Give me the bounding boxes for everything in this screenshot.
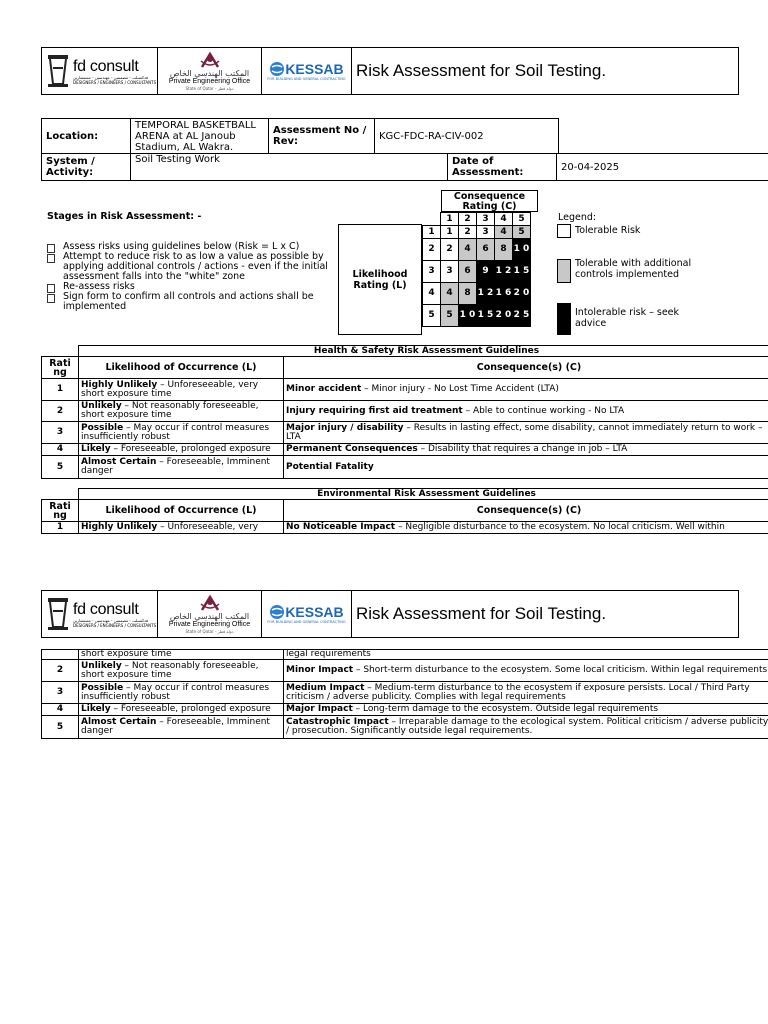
likelihood-desc: – May occur if control measures insufficiently robust: [81, 422, 270, 442]
likelihood-desc: – May occur if control measures insufficiently robust: [81, 682, 270, 702]
consequence-desc-cont: legal requirements: [284, 650, 768, 660]
risk-score-cell: 2: [441, 239, 459, 261]
risk-score-cell: 1: [441, 226, 459, 239]
rating-number: 4: [42, 444, 79, 456]
consequence-term: Potential Fatality: [286, 461, 374, 472]
hs-likelihood-header: Likelihood of Occurrence (L): [79, 357, 284, 379]
consequence-cell: [284, 716, 768, 739]
kessab-subtitle: FOR BUILDING AND GENERAL CONTRACTING: [267, 620, 346, 624]
kessab-logo: [262, 591, 352, 637]
risk-score-cell: 5: [513, 226, 531, 239]
risk-score-cell: 1 5: [477, 305, 495, 327]
fd-consult-logo: [42, 48, 158, 94]
peo-subtitle: State of Qatar - دولة قطر: [185, 86, 234, 91]
consequence-cell: [284, 422, 768, 444]
private-engineering-office-logo: [158, 48, 262, 94]
kessab-globe-icon: [269, 604, 285, 620]
consequence-cell: [284, 682, 768, 704]
fd-consult-mark-icon: [47, 54, 69, 88]
likelihood-row-header: 5: [423, 305, 441, 327]
consequence-desc: – Irreparable damage to the ecological system. Political criticism / adverse publicity / prosecution. Significantly outside legal requirements.: [286, 717, 768, 736]
consequence-term: Medium Impact: [286, 682, 365, 693]
date-of-assessment-label: Date of Assessment:: [448, 154, 557, 181]
fd-consult-logo: [42, 591, 158, 637]
table-row: [42, 522, 768, 534]
likelihood-cell: [79, 682, 284, 704]
risk-score-cell: 3: [477, 226, 495, 239]
document-title: Risk Assessment for Soil Testing.: [356, 604, 607, 623]
stage-item: Re-assess risks: [43, 282, 333, 292]
risk-matrix: [422, 212, 531, 327]
fd-consult-name: fd consult: [73, 57, 139, 75]
consequence-cell: [284, 456, 768, 479]
likelihood-term: Unlikely: [81, 401, 122, 411]
risk-score-cell: 9: [477, 261, 495, 283]
consequence-cell: [284, 379, 768, 401]
legend-tolerable-controls-label: Tolerable with additional controls implemented: [575, 258, 692, 280]
consequence-col-header: 1: [441, 213, 459, 226]
consequence-col-header: 2: [459, 213, 477, 226]
fd-consult-subtitle: DESIGNERS / ENGINEERS / CONSULTANTS: [73, 622, 157, 628]
qatar-emblem-icon: [199, 594, 221, 612]
consequence-desc: – Minor injury - No Lost Time Accident (LTA): [361, 384, 559, 394]
assessment-no-label: Assessment No / Rev:: [269, 119, 375, 154]
hs-rating-header: Rati ng: [42, 357, 79, 379]
fd-consult-mark-icon: [47, 597, 69, 631]
hs-guidelines-table: [41, 345, 768, 479]
likelihood-desc: – Foreseeable, prolonged exposure: [110, 704, 271, 714]
risk-score-cell: 8: [459, 283, 477, 305]
env-guidelines-caption: Environmental Risk Assessment Guidelines: [79, 489, 768, 500]
page-header-2: [41, 590, 739, 638]
consequence-cell: [284, 660, 768, 682]
risk-score-cell: 5: [441, 305, 459, 327]
hs-guidelines-caption: Health & Safety Risk Assessment Guidelines: [79, 346, 768, 357]
consequence-term: Minor accident: [286, 384, 362, 394]
rating-number: 5: [42, 456, 79, 479]
legend-tolerable-label: Tolerable Risk: [575, 225, 641, 236]
consequence-col-header: 3: [477, 213, 495, 226]
rating-number: [42, 650, 79, 660]
risk-score-cell: 1 2: [495, 261, 513, 283]
likelihood-term: Possible: [81, 422, 124, 433]
consequence-term: No Noticeable Impact: [286, 522, 396, 532]
consequence-term: Catastrophic Impact: [286, 717, 389, 727]
consequence-desc: – Able to continue working - No LTA: [462, 405, 625, 416]
rating-number: 2: [42, 660, 79, 682]
likelihood-cell: [79, 660, 284, 682]
consequence-desc: – Short-term disturbance to the ecosystem. Some local criticism. Within legal requirements: [353, 665, 768, 675]
kessab-name: KESSAB: [285, 61, 344, 77]
system-activity-value: Soil Testing Work: [131, 154, 448, 181]
table-row: [42, 660, 768, 682]
peo-arabic-name: المكتب الهندسي الخاص: [169, 69, 250, 78]
legend-swatch-tolerable: [557, 224, 571, 238]
stages-list: [43, 242, 333, 312]
peo-subtitle: State of Qatar - دولة قطر: [185, 629, 234, 634]
table-row: [42, 444, 768, 456]
likelihood-desc: – Not reasonably foreseeable, short exposure time: [81, 660, 259, 680]
peo-arabic-name: المكتب الهندسي الخاص: [169, 612, 250, 621]
consequence-col-header: 5: [513, 213, 531, 226]
risk-score-cell: 4: [495, 226, 513, 239]
fd-consult-subtitle: DESIGNERS / ENGINEERS / CONSULTANTS: [73, 79, 157, 85]
likelihood-row-header: 4: [423, 283, 441, 305]
location-label: Location:: [42, 119, 131, 154]
table-row: [42, 379, 768, 401]
consequence-term: Injury requiring first aid treatment: [286, 405, 463, 416]
qatar-emblem-icon: [199, 51, 221, 69]
consequence-cell: [284, 704, 768, 716]
legend-swatch-intolerable: [557, 303, 571, 335]
table-row: [42, 456, 768, 479]
likelihood-cell: [79, 379, 284, 401]
consequence-desc: – Results in lasting effect, some disability, cannot immediately return to work – LTA: [286, 422, 763, 442]
likelihood-cell: [79, 456, 284, 479]
system-activity-label: System / Activity:: [42, 154, 131, 181]
likelihood-term: Possible: [81, 682, 124, 693]
likelihood-desc: – Unforeseeable, very short exposure time: [81, 379, 259, 399]
assessment-info-table: [41, 118, 559, 154]
kessab-name: KESSAB: [285, 604, 344, 620]
stage-item: Attempt to reduce risk to as low a value as possible by applying additional controls / actions - even if the initial assessment falls into the "white" zone: [43, 252, 333, 282]
risk-score-cell: 1 0: [459, 305, 477, 327]
table-row: [42, 650, 768, 660]
hs-consequence-header: Consequence(s) (C): [284, 357, 768, 379]
table-row: [42, 422, 768, 444]
consequence-desc: – Medium-term disturbance to the ecosystem if exposure persists. Local / Third Party criticism / adverse publicity. Complies with legal requirements: [286, 682, 750, 702]
private-engineering-office-logo: [158, 591, 262, 637]
consequence-term: Permanent Consequences: [286, 444, 418, 454]
likelihood-desc: – Foreseeable, Imminent danger: [81, 717, 270, 736]
likelihood-term: Unlikely: [81, 660, 122, 671]
table-row: [42, 401, 768, 422]
likelihood-desc: – Foreseeable, prolonged exposure: [110, 444, 271, 454]
table-row: [42, 716, 768, 739]
risk-score-cell: 1 5: [513, 261, 531, 283]
likelihood-desc: – Foreseeable, Imminent danger: [81, 457, 270, 476]
fd-consult-arabic: فدكنسلت - مصممين - مهندسين - مستشارين: [73, 74, 149, 80]
likelihood-cell: [79, 704, 284, 716]
likelihood-rating-label: Likelihood Rating (L): [338, 224, 422, 335]
page-header: [41, 47, 739, 95]
likelihood-desc: – Unforeseeable, very: [157, 522, 259, 532]
consequence-cell: [284, 522, 768, 534]
consequence-desc: – Long-term damage to the ecosystem. Outside legal requirements: [352, 704, 659, 714]
risk-score-cell: 2 5: [513, 305, 531, 327]
likelihood-term: Highly Unlikely: [81, 522, 158, 532]
rating-number: 4: [42, 704, 79, 716]
kessab-subtitle: FOR BUILDING AND GENERAL CONTRACTING: [267, 77, 346, 81]
legend-title: Legend:: [558, 212, 597, 223]
consequence-desc: – Disability that requires a change in job – LTA: [417, 444, 628, 454]
likelihood-cell: [79, 422, 284, 444]
rating-number: 2: [42, 401, 79, 422]
consequence-cell: [284, 444, 768, 456]
risk-score-cell: 3: [441, 261, 459, 283]
likelihood-row-header: 1: [423, 226, 441, 239]
kessab-globe-icon: [269, 61, 285, 77]
likelihood-desc: – Not reasonably foreseeable, short exposure time: [81, 401, 259, 420]
table-row: [42, 682, 768, 704]
likelihood-row-header: 3: [423, 261, 441, 283]
risk-score-cell: 1 6: [495, 283, 513, 305]
likelihood-cell: [79, 444, 284, 456]
likelihood-term: Highly Unlikely: [81, 379, 158, 390]
consequence-cell: [284, 401, 768, 422]
risk-score-cell: 1 0: [513, 239, 531, 261]
system-info-table: [41, 153, 768, 181]
consequence-term: Minor Impact: [286, 665, 354, 675]
risk-score-cell: 1 2: [477, 283, 495, 305]
stage-item: Assess risks using guidelines below (Risk = L x C): [43, 242, 333, 252]
legend-intolerable-label: Intolerable risk – seek advice: [575, 307, 680, 329]
consequence-desc: – Negligible disturbance to the ecosystem. No local criticism. Well within: [395, 522, 725, 532]
document-title: Risk Assessment for Soil Testing.: [356, 61, 607, 80]
likelihood-term: Likely: [81, 444, 111, 454]
rating-number: 3: [42, 422, 79, 444]
risk-score-cell: 2 0: [495, 305, 513, 327]
legend-swatch-tolerable-controls: [557, 259, 571, 283]
risk-score-cell: 4: [441, 283, 459, 305]
likelihood-cell: [79, 522, 284, 534]
risk-score-cell: 6: [477, 239, 495, 261]
rating-number: 3: [42, 682, 79, 704]
stage-item: Sign form to confirm all controls and actions shall be implemented: [43, 292, 333, 312]
env-consequence-header: Consequence(s) (C): [284, 500, 768, 522]
likelihood-cell: [79, 716, 284, 739]
kessab-logo: [262, 48, 352, 94]
table-row: [42, 704, 768, 716]
consequence-term: Major injury / disability: [286, 422, 404, 433]
risk-score-cell: 2 0: [513, 283, 531, 305]
consequence-col-header: 4: [495, 213, 513, 226]
consequence-term: Major Impact: [286, 704, 353, 714]
likelihood-row-header: 2: [423, 239, 441, 261]
risk-score-cell: 6: [459, 261, 477, 283]
risk-score-cell: 2: [459, 226, 477, 239]
consequence-rating-label: Consequence Rating (C): [441, 190, 538, 212]
likelihood-cell: [79, 401, 284, 422]
fd-consult-arabic: فدكنسلت - مصممين - مهندسين - مستشارين: [73, 617, 149, 623]
risk-score-cell: 4: [459, 239, 477, 261]
env-likelihood-header: Likelihood of Occurrence (L): [79, 500, 284, 522]
location-value: TEMPORAL BASKETBALL ARENA at AL Janoub Stadium, AL Wakra.: [131, 119, 269, 154]
peo-english-name: Private Engineering Office: [168, 78, 251, 85]
likelihood-term: Almost Certain: [81, 457, 157, 467]
date-of-assessment-value: 20-04-2025: [557, 154, 768, 181]
risk-score-cell: 8: [495, 239, 513, 261]
stages-heading: Stages in Risk Assessment: -: [47, 211, 202, 222]
likelihood-desc-cont: short exposure time: [79, 650, 284, 660]
likelihood-term: Almost Certain: [81, 717, 157, 727]
peo-english-name: Private Engineering Office: [168, 621, 251, 628]
rating-number: 5: [42, 716, 79, 739]
env-rating-header: Rati ng: [42, 500, 79, 522]
rating-number: 1: [42, 379, 79, 401]
assessment-no-value: KGC-FDC-RA-CIV-002: [375, 119, 559, 154]
fd-consult-name: fd consult: [73, 600, 139, 618]
env-guidelines-table: [41, 488, 768, 534]
likelihood-term: Likely: [81, 704, 111, 714]
env-guidelines-table-continued: [41, 649, 768, 739]
rating-number: 1: [42, 522, 79, 534]
